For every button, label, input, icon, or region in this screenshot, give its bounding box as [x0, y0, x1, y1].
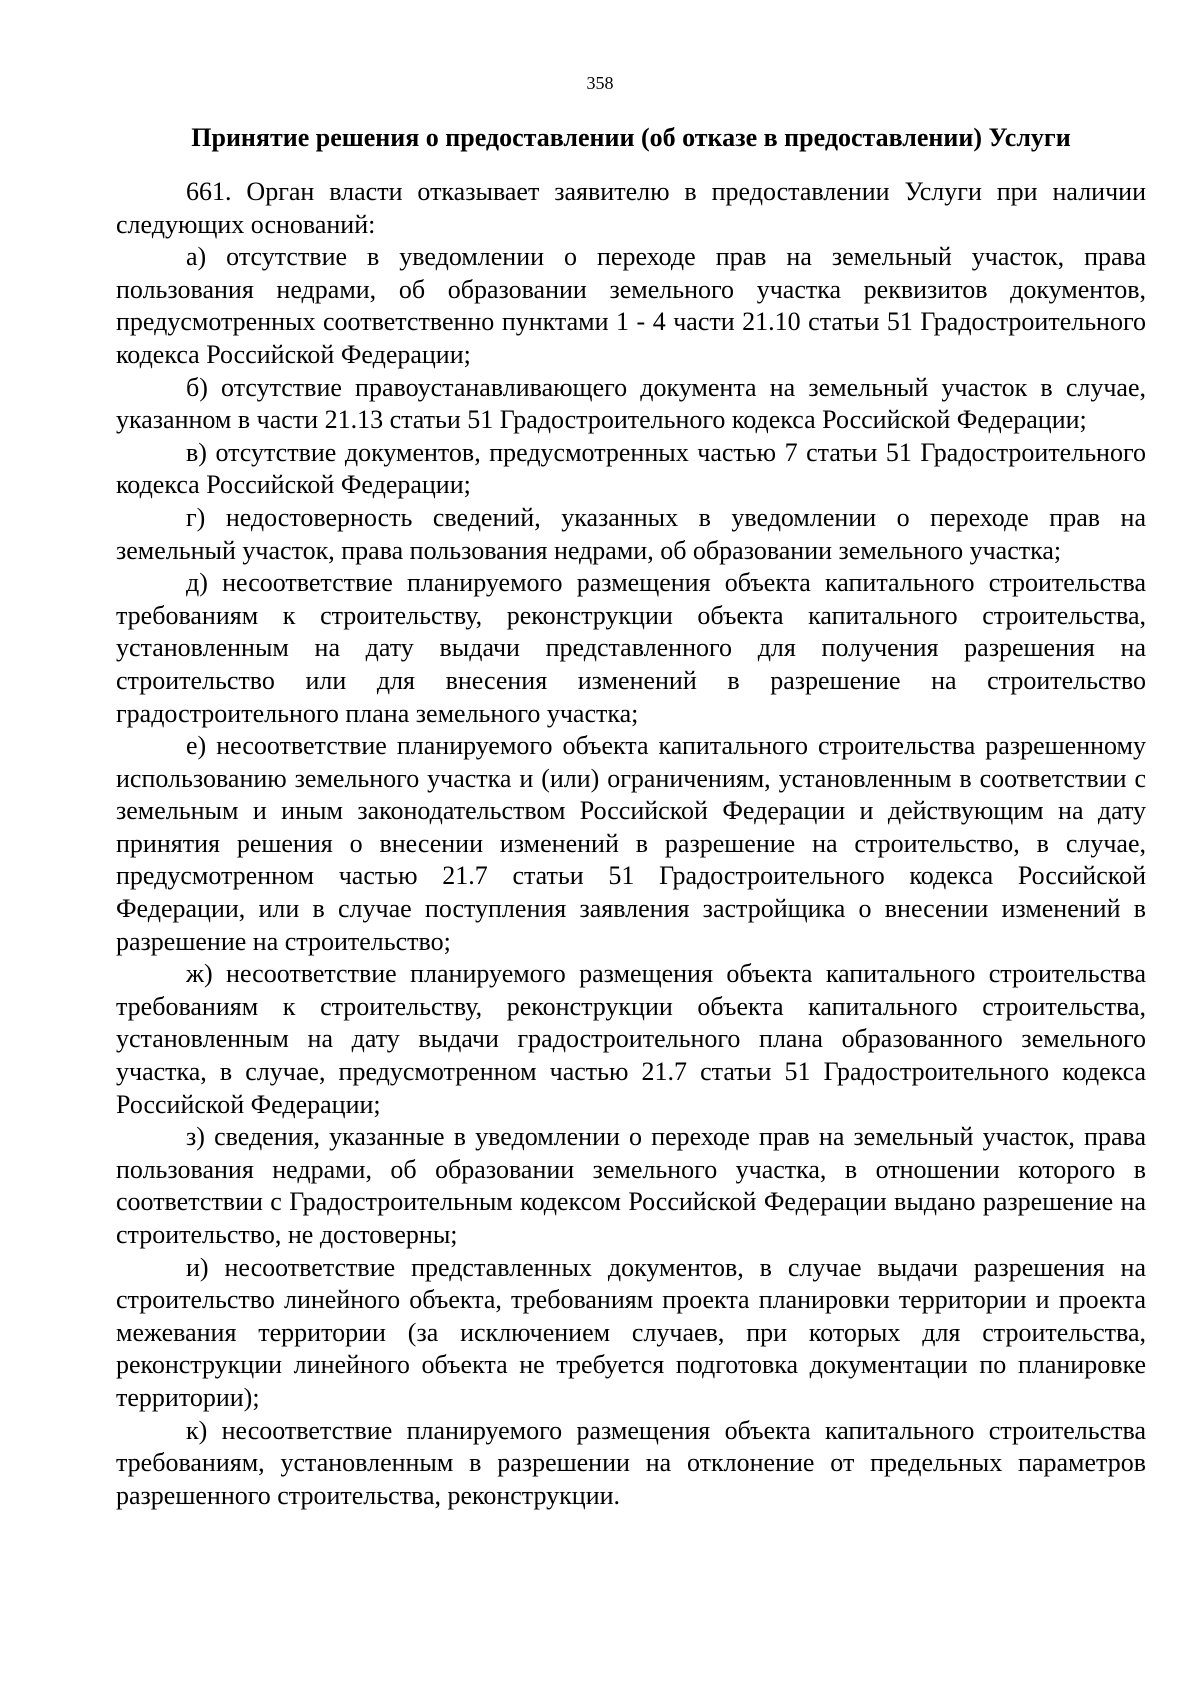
paragraph-item-d: д) несоответствие планируемого размещения объекта капитального строительства требованиям к строительству, реконструкции объекта капитального строительства, установленным на дату выдачи представленного для получения разрешения на строительство или для внесения изменений в разрешение на строительство градостроительного плана земельного участка;: [116, 568, 1146, 728]
paragraph-item-v: в) отсутствие документов, предусмотренных частью 7 статьи 51 Градостроительного кодекса Российской Федерации;: [116, 437, 1146, 500]
document-body: [116, 176, 1146, 1512]
paragraph-item-i: и) несоответствие представленных документов, в случае выдачи разрешения на строительство линейного объекта, требованиям проекта планировки территории и проекта межевания территории (за исключением случаев, при которых для строительства, реконструкции линейного объекта не требуется подготовка документации по планировке территории);: [116, 1252, 1146, 1412]
section-heading: Принятие решения о предоставлении (об отказе в предоставлении) Услуги: [191, 123, 1071, 152]
paragraph-661-intro: 661. Орган власти отказывает заявителю в предоставлении Услуги при наличии следующих оснований:: [116, 177, 1146, 239]
paragraph-item-zh: ж) несоответствие планируемого размещения объекта капитального строительства требованиям к строительству, реконструкции объекта капитального строительства, установленным на дату выдачи градостроительного плана образованного земельного участка, в случае, предусмотренном частью 21.7 статьи 51 Градостроительного кодекса Российской Федерации;: [116, 959, 1146, 1119]
paragraph-item-z: з) сведения, указанные в уведомлении о переходе прав на земельный участок, права пользования недрами, об образовании земельного участка, в отношении которого в соответствии с Градостроительным кодексом Российской Федерации выдано разрешение на строительство, не достоверны;: [116, 1122, 1146, 1249]
paragraph-item-g: г) недостоверность сведений, указанных в уведомлении о переходе прав на земельный участок, права пользования недрами, об образовании земельного участка;: [116, 502, 1146, 565]
paragraph-item-a: а) отсутствие в уведомлении о переходе прав на земельный участок, права пользования недрами, об образовании земельного участка реквизитов документов, предусмотренных соответственно пунктами 1 - 4 части 21.10 статьи 51 Градостроительного кодекса Российской Федерации;: [116, 242, 1146, 369]
page-number: 358: [586, 73, 614, 93]
paragraph-item-k: к) несоответствие планируемого размещения объекта капитального строительства требованиям, установленным в разрешении на отклонение от предельных параметров разрешенного строительства, реконструкции.: [116, 1415, 1146, 1510]
paragraph-item-b: б) отсутствие правоустанавливающего документа на земельный участок в случае, указанном в части 21.13 статьи 51 Градостроительного кодекса Российской Федерации;: [116, 372, 1146, 435]
paragraph-item-e: е) несоответствие планируемого объекта капитального строительства разрешенному использованию земельного участка и (или) ограничениям, установленным в соответствии с земельным и иным законодательством Российской Федерации и действующим на дату принятия решения о внесении изменений в разрешение на строительство, в случае, предусмотренном частью 21.7 статьи 51 Градостроительного кодекса Российской Федерации, или в случае поступления заявления застройщика о внесении изменений в разрешение на строительство;: [116, 731, 1146, 956]
